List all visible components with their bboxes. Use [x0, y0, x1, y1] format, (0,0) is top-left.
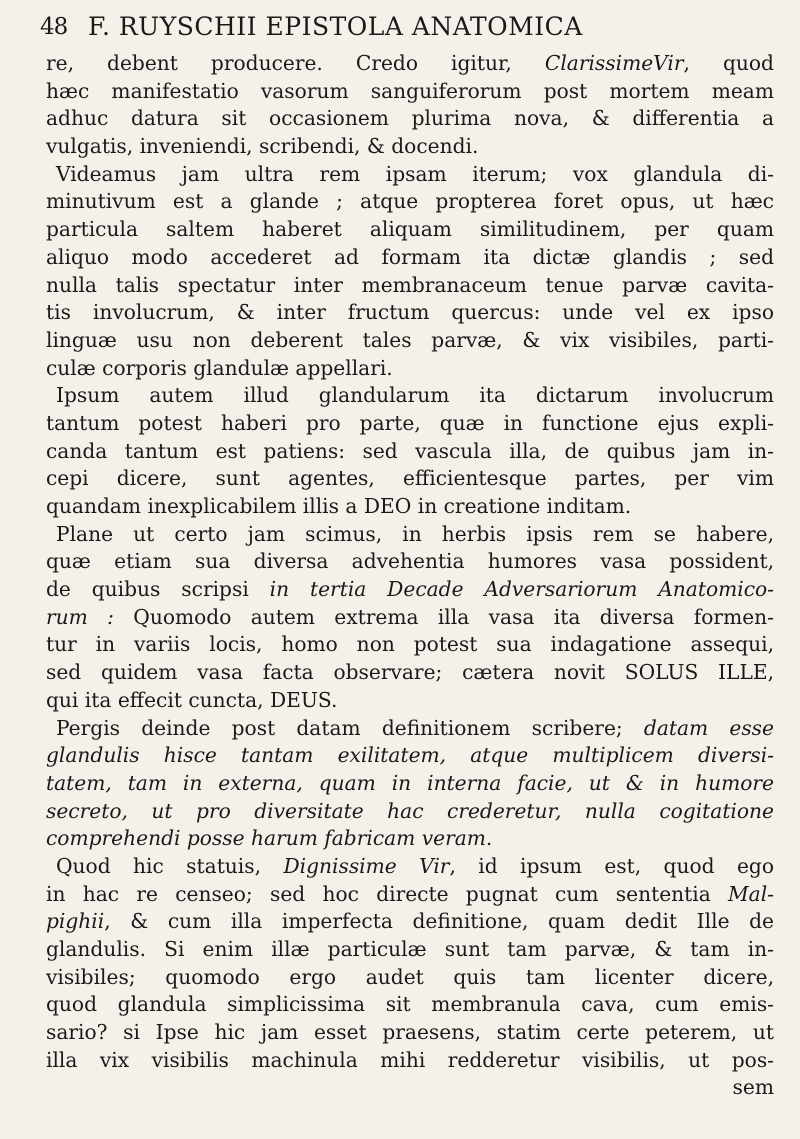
- text-line: [46, 465, 774, 493]
- text-run: tis involucrum, & inter fructum quercus: unde vel ex ipso: [46, 300, 774, 325]
- text-run: quod glandula simplicissima sit membranula cava, cum emis-: [46, 992, 774, 1017]
- page-header: [40, 6, 780, 50]
- text-run: quandam inexplicabilem illis a DEO in creatione inditam.: [46, 494, 632, 518]
- text-line: [46, 687, 774, 715]
- italic-text: datam esse: [643, 715, 774, 740]
- text-run: tur in variis locis, homo non potest sua indagatione assequi,: [46, 632, 774, 657]
- text-run: vulgatis, inveniendi, scribendi, & docendi.: [46, 134, 479, 159]
- text-line: [46, 881, 774, 909]
- text-run: cepi dicere, sunt agentes, efficientesque partes, per vim: [46, 466, 774, 491]
- text-line: [46, 327, 774, 355]
- text-run: , id ipsum est, quod ego: [449, 853, 774, 878]
- text-line: [46, 936, 774, 964]
- text-run: Pergis deinde post datam definitionem scribere;: [56, 715, 644, 740]
- text-line: [46, 493, 774, 521]
- text-run: Videamus jam ultra rem ipsam iterum; vox glandula di-: [56, 161, 774, 186]
- text-run: , & cum illa imperfecta definitione, quam dedit Ille de: [104, 909, 774, 934]
- text-run: qui ita effecit cuncta, DEUS.: [46, 687, 338, 712]
- text-run: sed quidem vasa facta observare; cætera novit SOLUS ILLE,: [46, 660, 774, 685]
- text-line: [46, 825, 774, 853]
- text-line: [46, 438, 774, 466]
- italic-text: Mal-: [728, 881, 774, 906]
- italic-text: comprehendi posse harum fabricam veram.: [46, 826, 493, 851]
- text-line: [46, 105, 774, 133]
- text-run: visibiles; quomodo ergo audet quis tam licenter dicere,: [46, 964, 774, 989]
- text-line: [46, 715, 774, 743]
- body-text: [46, 50, 774, 1102]
- italic-text: secreto, ut pro diversitate hac crederetur, nulla cogitatione: [46, 798, 774, 823]
- text-line: [46, 133, 774, 161]
- text-run: sario? si Ipse hic jam esset praesens, statim certe peterem, ut: [46, 1020, 774, 1045]
- page-number: 48: [40, 14, 68, 40]
- text-line: [46, 410, 774, 438]
- italic-text: glandulis hisce tantam exilitatem, atque multiplicem diversi-: [46, 743, 774, 768]
- text-line: [46, 659, 774, 687]
- text-line: [46, 798, 774, 826]
- text-line: [46, 272, 774, 300]
- text-run: linguæ usu non deberent tales parvæ, & vix visibiles, parti-: [46, 327, 774, 352]
- text-line: [46, 216, 774, 244]
- text-run: nulla talis spectatur inter membranaceum tenue parvæ cavita-: [46, 272, 774, 297]
- text-line: [46, 604, 774, 632]
- text-run: Plane ut certo jam scimus, in herbis ipsis rem se habere,: [56, 521, 774, 546]
- text-line: [46, 770, 774, 798]
- text-line: [46, 299, 774, 327]
- text-run: tantum potest haberi pro parte, quæ in functione ejus expli-: [46, 410, 774, 435]
- text-run: de quibus scripsi: [46, 577, 270, 602]
- italic-text: pighii: [46, 909, 105, 934]
- text-run: culæ corporis glandulæ appellari.: [46, 355, 393, 380]
- text-line: [46, 908, 774, 936]
- text-line: [46, 631, 774, 659]
- text-line: [46, 355, 774, 383]
- italic-text: Dignissime Vir: [283, 853, 450, 878]
- text-line: [46, 188, 774, 216]
- italic-text: tatem, tam in externa, quam in interna facie, ut & in humore: [46, 770, 774, 795]
- italic-text: in tertia Decade Adversariorum Anatomico-: [269, 577, 774, 602]
- text-run: Quomodo autem extrema illa vasa ita diversa formen-: [113, 604, 774, 629]
- italic-text: ClarissimeVir: [544, 51, 684, 75]
- text-line: [46, 1047, 774, 1075]
- text-run: in hac re censeo; sed hoc directe pugnat cum sententia: [46, 881, 729, 906]
- text-line: [46, 1019, 774, 1047]
- text-run: aliquo modo accederet ad formam ita dictæ glandis ; sed: [46, 244, 774, 269]
- text-line: [46, 991, 774, 1019]
- text-run: sem: [732, 1075, 774, 1100]
- running-title: F. RUYSCHII EPISTOLA ANATOMICA: [88, 12, 583, 41]
- text-run: illa vix visibilis machinula mihi redderetur visibilis, ut pos-: [46, 1047, 774, 1072]
- text-line: [46, 382, 774, 410]
- text-line: [46, 50, 774, 78]
- text-run: particula saltem haberet aliquam similitudinem, per quam: [46, 217, 774, 242]
- text-line: [46, 78, 774, 106]
- text-line: [46, 521, 774, 549]
- text-run: quæ etiam sua diversa advehentia humores vasa possident,: [46, 549, 774, 574]
- text-run: Ipsum autem illud glandularum ita dictarum involucrum: [56, 383, 774, 408]
- text-run: canda tantum est patiens: sed vascula illa, de quibus jam in-: [46, 438, 774, 463]
- text-line: [46, 244, 774, 272]
- text-run: hæc manifestatio vasorum sanguiferorum post mortem meam: [46, 78, 774, 103]
- text-run: glandulis. Si enim illæ particulæ sunt tam parvæ, & tam in-: [46, 937, 774, 961]
- text-run: Quod hic statuis,: [56, 853, 284, 878]
- text-line: [46, 1074, 774, 1102]
- text-line: [46, 576, 774, 604]
- text-line: [46, 742, 774, 770]
- text-line: [46, 161, 774, 189]
- italic-text: rum :: [46, 604, 114, 629]
- text-line: [46, 964, 774, 992]
- text-run: re, debent producere. Credo igitur,: [46, 51, 545, 75]
- text-run: , quod: [683, 51, 774, 75]
- text-line: [46, 853, 774, 881]
- text-run: adhuc datura sit occasionem plurima nova, & differentia a: [46, 106, 774, 131]
- text-line: [46, 548, 774, 576]
- text-run: minutivum est a glande ; atque propterea foret opus, ut hæc: [46, 189, 774, 214]
